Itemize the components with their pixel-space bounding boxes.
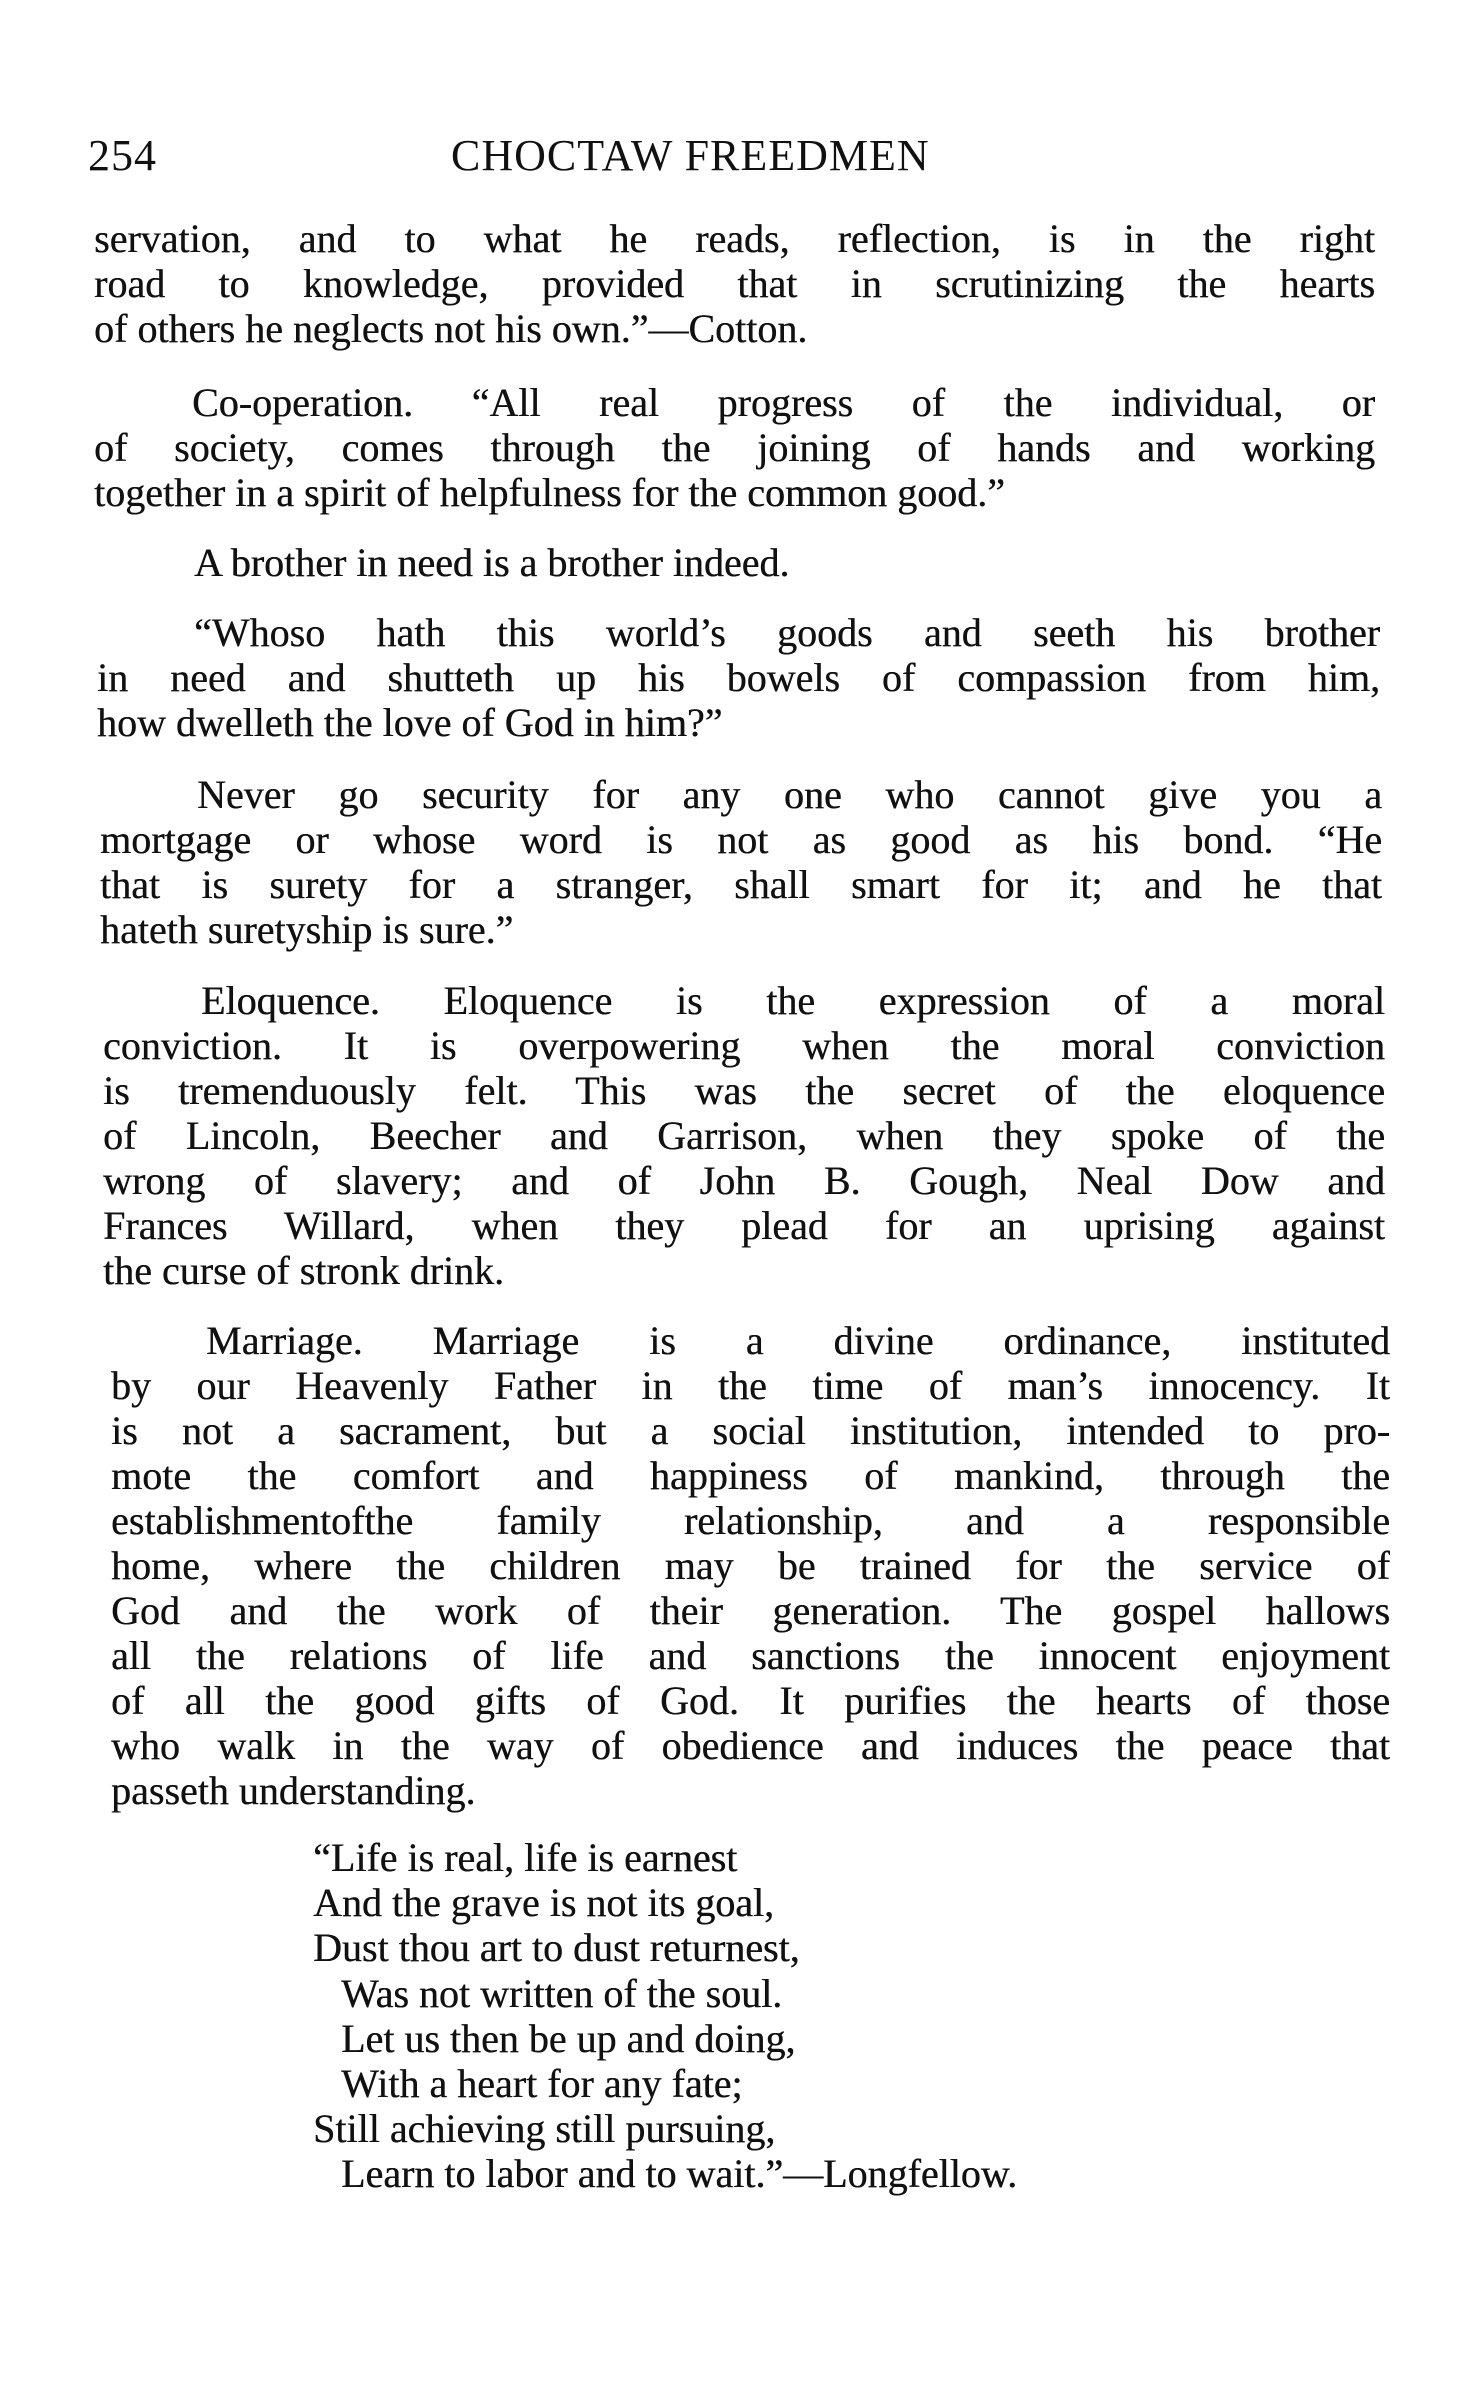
poem-line: And the grave is not its goal, xyxy=(313,1880,775,1926)
text-line: conviction. It is overpowering when the moral conviction xyxy=(103,1024,1385,1068)
text-line: is not a sacrament, but a social institution, intended to pro- xyxy=(111,1409,1390,1453)
poem-line: Learn to labor and to wait.”—Longfellow. xyxy=(341,2151,1018,2197)
text-line: Frances Willard, when they plead for an uprising against xyxy=(103,1204,1385,1248)
text-line: Co-operation. “All real progress of the individual, or xyxy=(192,381,1375,425)
text-line: all the relations of life and sanctions the innocent enjoyment xyxy=(111,1634,1390,1678)
text-line: that is surety for a stranger, shall smart for it; and he that xyxy=(100,863,1382,907)
text-line: A brother in need is a brother indeed. xyxy=(194,540,790,585)
text-line: “Whoso hath this world’s goods and seeth his brother xyxy=(194,611,1380,655)
text-line: the curse of stronk drink. xyxy=(103,1248,505,1293)
text-line: who walk in the way of obedience and induces the peace that xyxy=(111,1724,1390,1768)
page-number: 254 xyxy=(88,131,157,180)
text-line: home, where the children may be trained for the service of xyxy=(111,1544,1390,1588)
text-line: passeth understanding. xyxy=(111,1768,476,1813)
text-line: hateth suretyship is sure.” xyxy=(100,907,514,952)
text-line: wrong of slavery; and of John B. Gough, Neal Dow and xyxy=(103,1159,1385,1203)
text-line: is tremenduously felt. This was the secret of the eloquence xyxy=(103,1069,1385,1113)
text-line: in need and shutteth up his bowels of compassion from him, xyxy=(97,656,1380,700)
poem-line: Still achieving still pursuing, xyxy=(313,2106,776,2152)
text-line: mortgage or whose word is not as good as his bond. “He xyxy=(100,818,1382,862)
text-line: how dwelleth the love of God in him?” xyxy=(97,700,723,745)
poem-line: Dust thou art to dust returnest, xyxy=(313,1925,800,1971)
text-line: of all the good gifts of God. It purifies the hearts of those xyxy=(111,1679,1390,1723)
running-title: CHOCTAW FREEDMEN xyxy=(451,131,930,180)
text-line: by our Heavenly Father in the time of man’s innocency. It xyxy=(111,1364,1390,1408)
poem-line: With a heart for any fate; xyxy=(341,2061,743,2106)
text-line: mote the comfort and happiness of mankind, through the xyxy=(111,1454,1390,1498)
text-line: road to knowledge, provided that in scrutinizing the hearts xyxy=(94,262,1375,306)
poem-line: Let us then be up and doing, xyxy=(341,2015,796,2061)
text-line: of others he neglects not his own.”—Cotton. xyxy=(94,306,808,351)
text-line: Never go security for any one who cannot give you a xyxy=(197,773,1382,817)
text-line: establishmentofthe family relationship, and a responsible xyxy=(111,1499,1390,1543)
text-line: Marriage. Marriage is a divine ordinance, instituted xyxy=(206,1319,1390,1363)
text-line: servation, and to what he reads, reflection, is in the right xyxy=(94,217,1375,261)
text-line: of society, comes through the joining of hands and working xyxy=(94,426,1375,470)
text-line: together in a spirit of helpfulness for the common good.” xyxy=(94,470,1005,515)
text-line: Eloquence. Eloquence is the expression of a moral xyxy=(201,979,1385,1023)
text-line: God and the work of their generation. The gospel hallows xyxy=(111,1589,1390,1633)
poem-line: “Life is real, life is earnest xyxy=(313,1835,738,1880)
poem-line: Was not written of the soul. xyxy=(341,1970,783,2016)
text-line: of Lincoln, Beecher and Garrison, when they spoke of the xyxy=(103,1114,1385,1158)
